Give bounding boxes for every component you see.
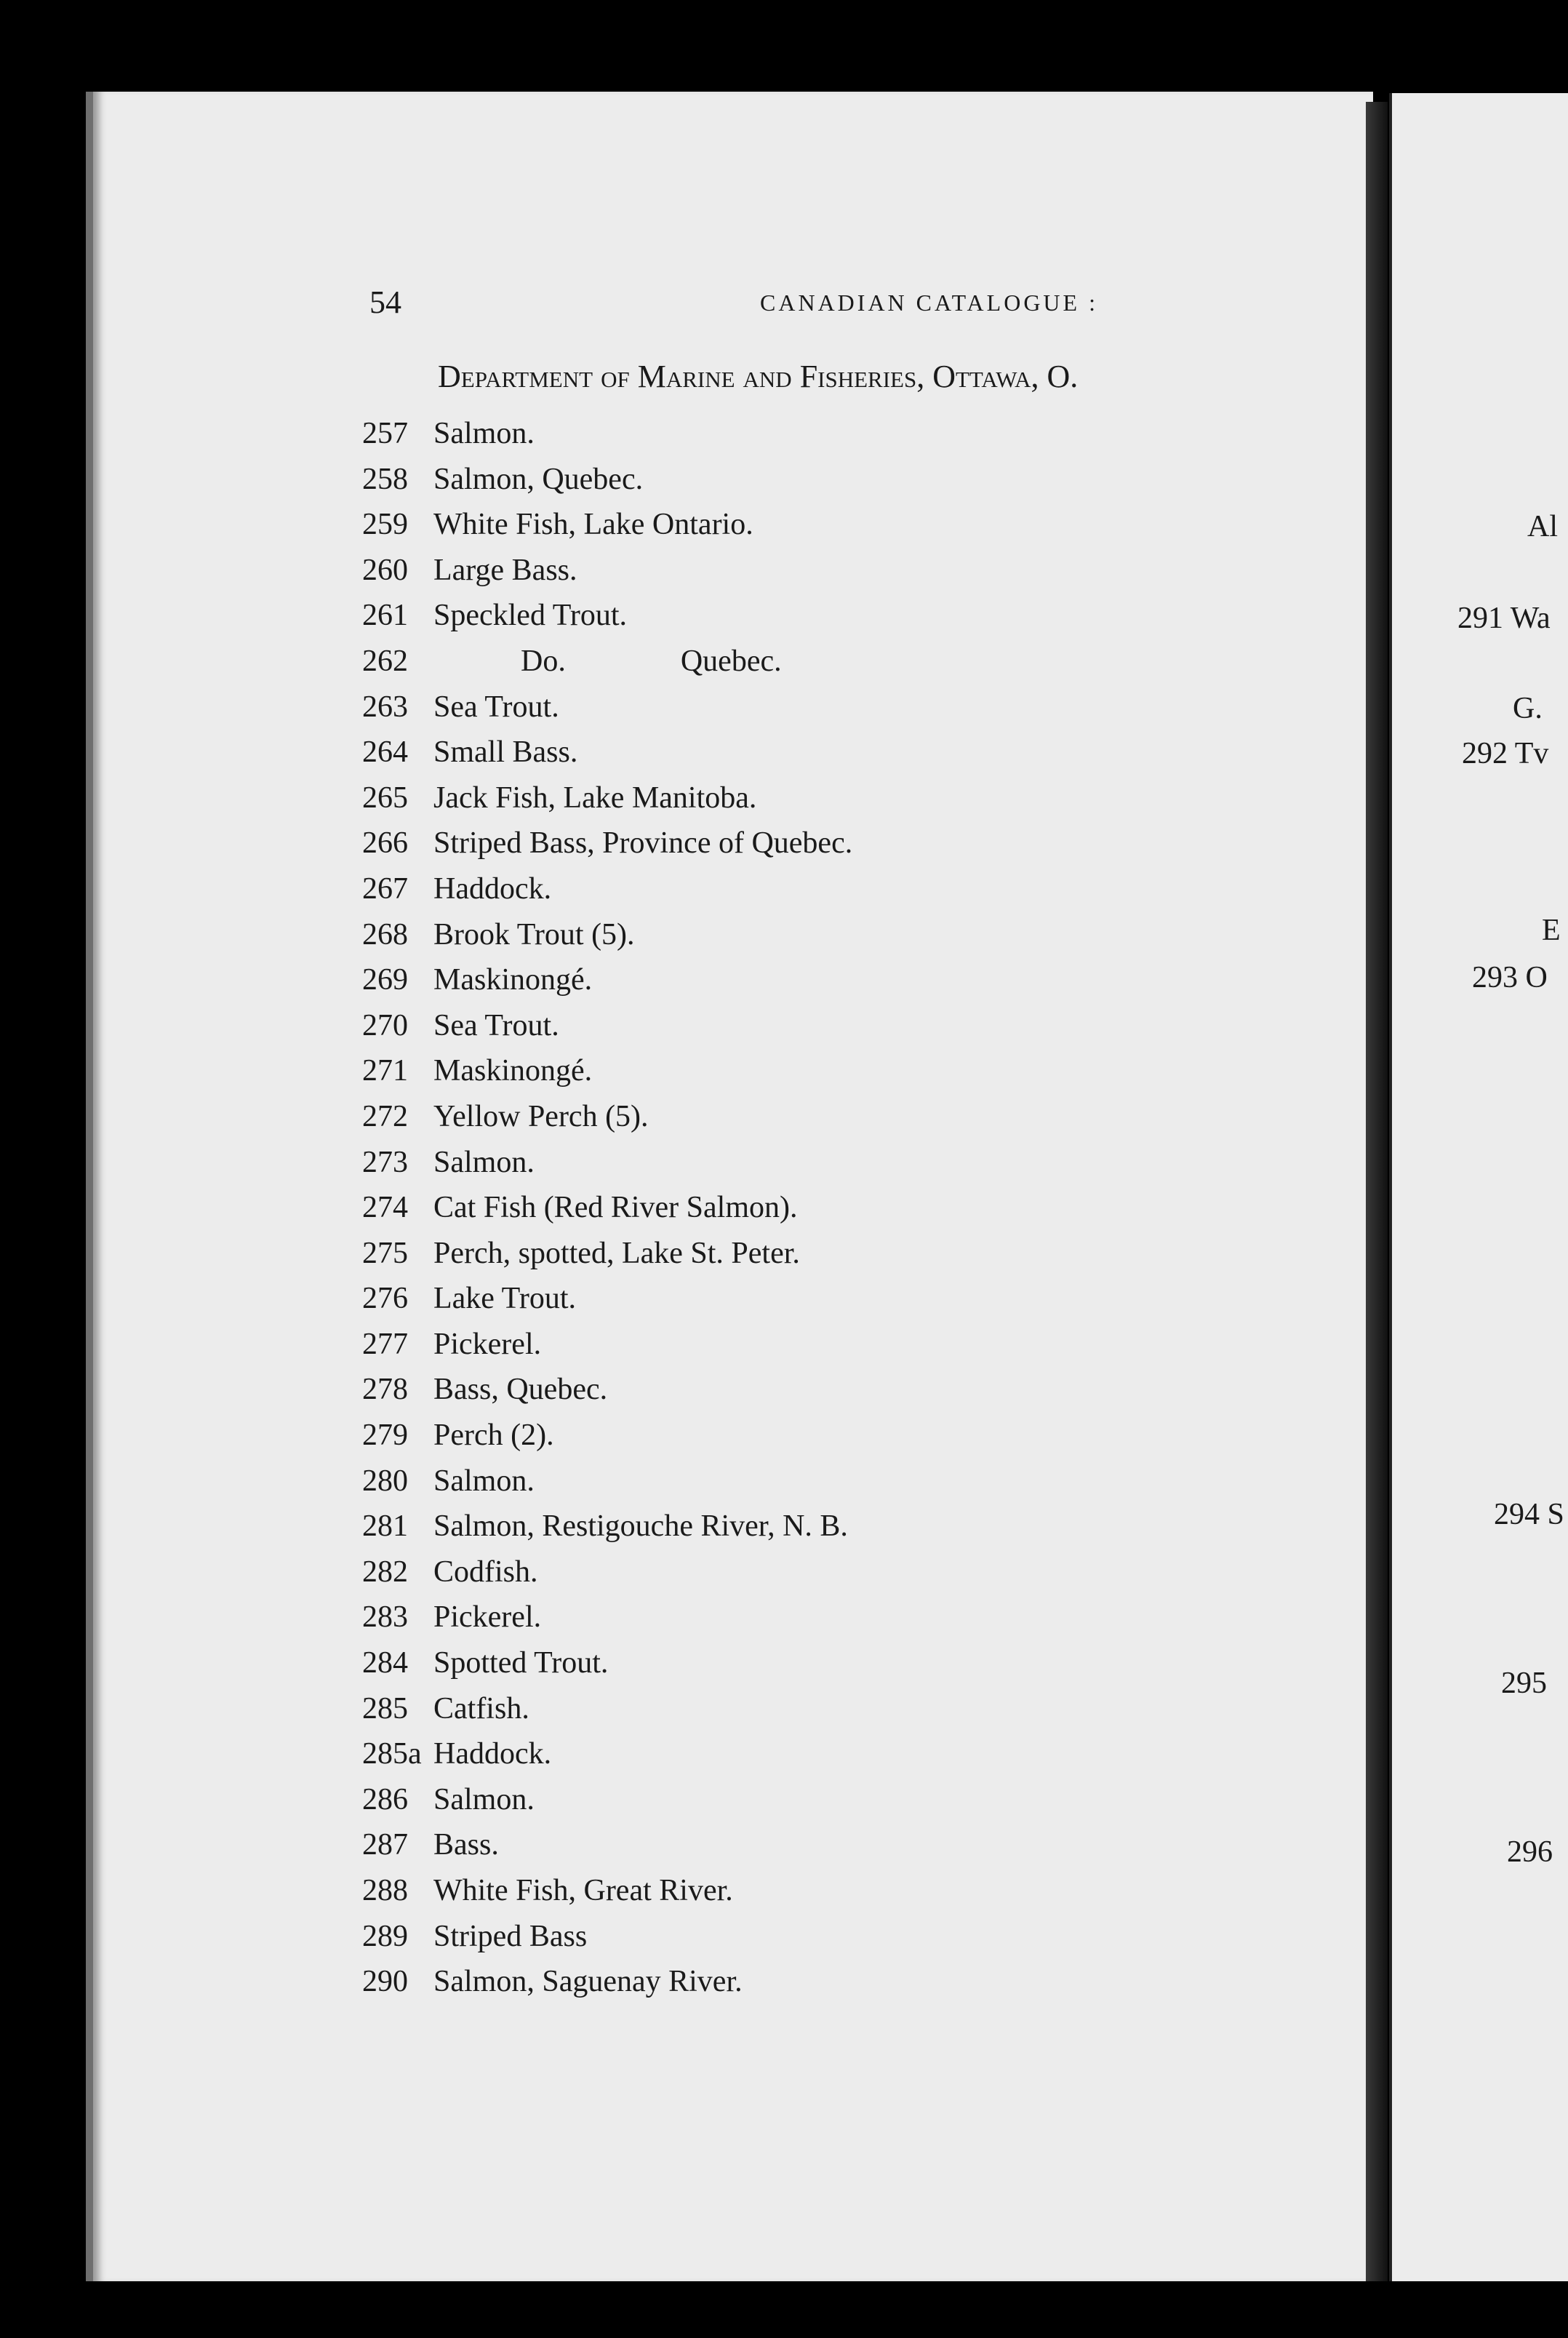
entry-text: Small Bass. — [433, 735, 578, 770]
entry-number: 277 — [362, 1327, 408, 1361]
entry-name — [433, 1640, 608, 1686]
entry-number: 272 — [362, 1099, 408, 1133]
entry-number: 262 — [362, 644, 408, 678]
entry-number: 268 — [362, 917, 408, 951]
entry-name — [433, 1413, 554, 1459]
entry-number: 259 — [362, 508, 408, 542]
entry-number: 257 — [362, 417, 408, 450]
entry-text: White Fish, Lake Ontario. — [433, 508, 753, 542]
entry-name — [433, 1185, 797, 1231]
catalogue-entry — [362, 957, 852, 1003]
entry-subtext: Quebec. — [680, 644, 782, 678]
entry-name — [433, 912, 635, 958]
right-fragment: 293 O — [1472, 961, 1548, 994]
catalogue-entry — [362, 775, 852, 821]
entry-number: 288 — [362, 1874, 408, 1907]
entry-name — [433, 1549, 538, 1595]
catalogue-entry — [362, 548, 852, 594]
entry-text: Yellow Perch (5). — [433, 1099, 649, 1133]
right-fragment: Al — [1527, 510, 1558, 543]
entry-name — [433, 593, 627, 639]
entry-number: 267 — [362, 871, 408, 906]
entry-number: 274 — [362, 1191, 408, 1225]
right-page — [1389, 93, 1568, 2281]
entry-number: 284 — [362, 1646, 408, 1680]
entry-number: 278 — [362, 1373, 408, 1407]
catalogue-entry — [362, 1640, 852, 1686]
entry-name — [433, 1003, 559, 1049]
entry-text: Salmon. — [433, 1464, 535, 1498]
entry-name — [433, 1459, 535, 1504]
entry-name — [433, 639, 782, 685]
entry-number: 263 — [362, 690, 408, 724]
entry-text: Salmon. — [433, 417, 535, 450]
entry-name — [433, 1595, 541, 1640]
entry-text: Haddock. — [433, 1737, 552, 1771]
entry-number: 283 — [362, 1600, 408, 1635]
catalogue-entry — [362, 1048, 852, 1094]
entry-name — [433, 1322, 541, 1368]
catalogue-entry — [362, 1504, 852, 1549]
catalogue-entry — [362, 411, 852, 457]
catalogue-entry — [362, 1094, 852, 1140]
entry-text: Brook Trout (5). — [433, 917, 635, 951]
entry-name — [433, 1868, 733, 1914]
catalogue-entry — [362, 1140, 852, 1186]
entry-text: Cat Fish (Red River Salmon). — [433, 1191, 798, 1225]
catalogue-entry — [362, 1367, 852, 1413]
entry-name — [433, 1777, 535, 1823]
entry-number: 290 — [362, 1965, 408, 1999]
entry-text: Sea Trout. — [433, 1008, 559, 1042]
entry-number: 286 — [362, 1782, 408, 1816]
entry-name — [433, 548, 577, 594]
right-fragment: 292 Tv — [1462, 737, 1549, 770]
entry-name — [433, 1094, 649, 1140]
page-number: 54 — [369, 284, 401, 320]
entry-text: Speckled Trout. — [433, 599, 628, 633]
entry-name — [433, 866, 551, 912]
entry-number: 273 — [362, 1145, 408, 1179]
entry-text: Striped Bass, Province of Quebec. — [433, 826, 853, 861]
entry-number: 269 — [362, 963, 408, 997]
right-fragment: 291 Wa — [1457, 602, 1551, 635]
entry-name — [433, 821, 852, 866]
catalogue-entry — [362, 1003, 852, 1049]
catalogue-entry — [362, 1549, 852, 1595]
right-fragment: G. — [1513, 692, 1543, 725]
entry-name — [433, 1276, 576, 1322]
entry-name — [433, 1504, 848, 1549]
entry-number: 258 — [362, 462, 408, 496]
catalogue-entry — [362, 1868, 852, 1914]
catalogue-entry — [362, 1459, 852, 1504]
entry-name — [433, 775, 756, 821]
entry-name — [433, 1231, 800, 1277]
entry-text: Maskinongé. — [433, 1054, 593, 1088]
entry-text: White Fish, Great River. — [433, 1874, 733, 1907]
catalogue-entry — [362, 730, 852, 775]
catalogue-entry — [362, 1686, 852, 1732]
catalogue-entry — [362, 1185, 852, 1231]
catalogue-entry — [362, 1959, 852, 2005]
entry-name — [433, 1048, 592, 1094]
entry-number: 280 — [362, 1464, 408, 1498]
entry-text: Maskinongé. — [433, 963, 593, 997]
entry-name — [433, 1140, 535, 1186]
catalogue-entry — [362, 1914, 852, 1960]
entry-name — [433, 1959, 743, 2005]
entry-name — [433, 1731, 551, 1777]
entry-name — [433, 730, 577, 775]
catalogue-entry — [362, 1231, 852, 1277]
entry-text: Spotted Trout. — [433, 1646, 609, 1680]
entry-text: Perch, spotted, Lake St. Peter. — [433, 1236, 800, 1270]
entry-number: 276 — [362, 1282, 408, 1316]
entry-text: Salmon, Saguenay River. — [433, 1965, 743, 1999]
entry-text: Large Bass. — [433, 553, 577, 587]
entry-number: 282 — [362, 1555, 408, 1589]
entry-text: Jack Fish, Lake Manitoba. — [433, 781, 757, 815]
entry-text: Lake Trout. — [433, 1282, 577, 1316]
entry-text: Salmon, Restigouche River, N. B. — [433, 1509, 848, 1544]
right-fragment: 294 S — [1494, 1498, 1564, 1531]
page-gutter — [1366, 102, 1388, 2281]
entry-number: 270 — [362, 1008, 408, 1042]
catalogue-entry — [362, 821, 852, 866]
entry-name — [433, 502, 753, 548]
page-header — [86, 284, 1366, 327]
entry-number: 261 — [362, 599, 408, 633]
entry-name — [433, 1914, 587, 1960]
catalogue-entry — [362, 593, 852, 639]
entry-name — [433, 957, 592, 1003]
entry-name — [433, 457, 643, 503]
right-fragment: E — [1542, 914, 1561, 947]
entry-number: 287 — [362, 1828, 408, 1862]
entry-text: Salmon. — [433, 1782, 535, 1816]
entry-text: Striped Bass — [433, 1919, 588, 1953]
entry-number: 289 — [362, 1919, 408, 1953]
entry-name — [433, 685, 559, 730]
catalogue-entry — [362, 1322, 852, 1368]
entry-number: 260 — [362, 553, 408, 587]
entry-text: Pickerel. — [433, 1600, 542, 1635]
section-heading: Department of Marine and Fisheries, Ottawa, O. — [438, 359, 1079, 394]
catalogue-entry — [362, 912, 852, 958]
catalogue-entry — [362, 457, 852, 503]
entry-name — [433, 1367, 607, 1413]
entry-name — [433, 411, 535, 457]
catalogue-entry-list — [362, 411, 852, 2005]
entry-text: Catfish. — [433, 1691, 529, 1725]
catalogue-entry — [362, 1822, 852, 1868]
entry-text: Bass, Quebec. — [433, 1373, 608, 1407]
catalogue-entry — [362, 685, 852, 730]
entry-number: 275 — [362, 1236, 408, 1270]
catalogue-entry — [362, 1777, 852, 1823]
catalogue-entry — [362, 1413, 852, 1459]
catalogue-entry — [362, 502, 852, 548]
catalogue-entry — [362, 1276, 852, 1322]
catalogue-entry — [362, 1731, 852, 1777]
entry-number: 266 — [362, 826, 408, 861]
running-head: CANADIAN CATALOGUE : — [760, 290, 1098, 316]
entry-text: Sea Trout. — [433, 690, 559, 724]
catalogue-entry — [362, 866, 852, 912]
entry-text: Codfish. — [433, 1555, 538, 1589]
right-fragment: 296 — [1507, 1835, 1553, 1869]
entry-number: 271 — [362, 1054, 408, 1088]
entry-number: 265 — [362, 781, 408, 815]
entry-name — [433, 1686, 529, 1732]
entry-text: Bass. — [433, 1828, 499, 1862]
entry-text: Salmon. — [433, 1145, 535, 1179]
entry-number: 285 — [362, 1691, 408, 1725]
entry-name — [433, 1822, 499, 1868]
entry-number: 281 — [362, 1509, 408, 1544]
entry-number: 264 — [362, 735, 408, 770]
entry-text: Salmon, Quebec. — [433, 462, 644, 496]
entry-text: Pickerel. — [433, 1327, 542, 1361]
entry-text: Perch (2). — [433, 1419, 554, 1453]
entry-number: 279 — [362, 1419, 408, 1453]
catalogue-entry — [362, 639, 852, 685]
catalogue-entry — [362, 1595, 852, 1640]
right-fragment: 295 — [1501, 1667, 1547, 1700]
entry-text: Do. — [521, 644, 566, 678]
entry-text: Haddock. — [433, 871, 552, 906]
entry-number: 285a — [362, 1737, 422, 1771]
